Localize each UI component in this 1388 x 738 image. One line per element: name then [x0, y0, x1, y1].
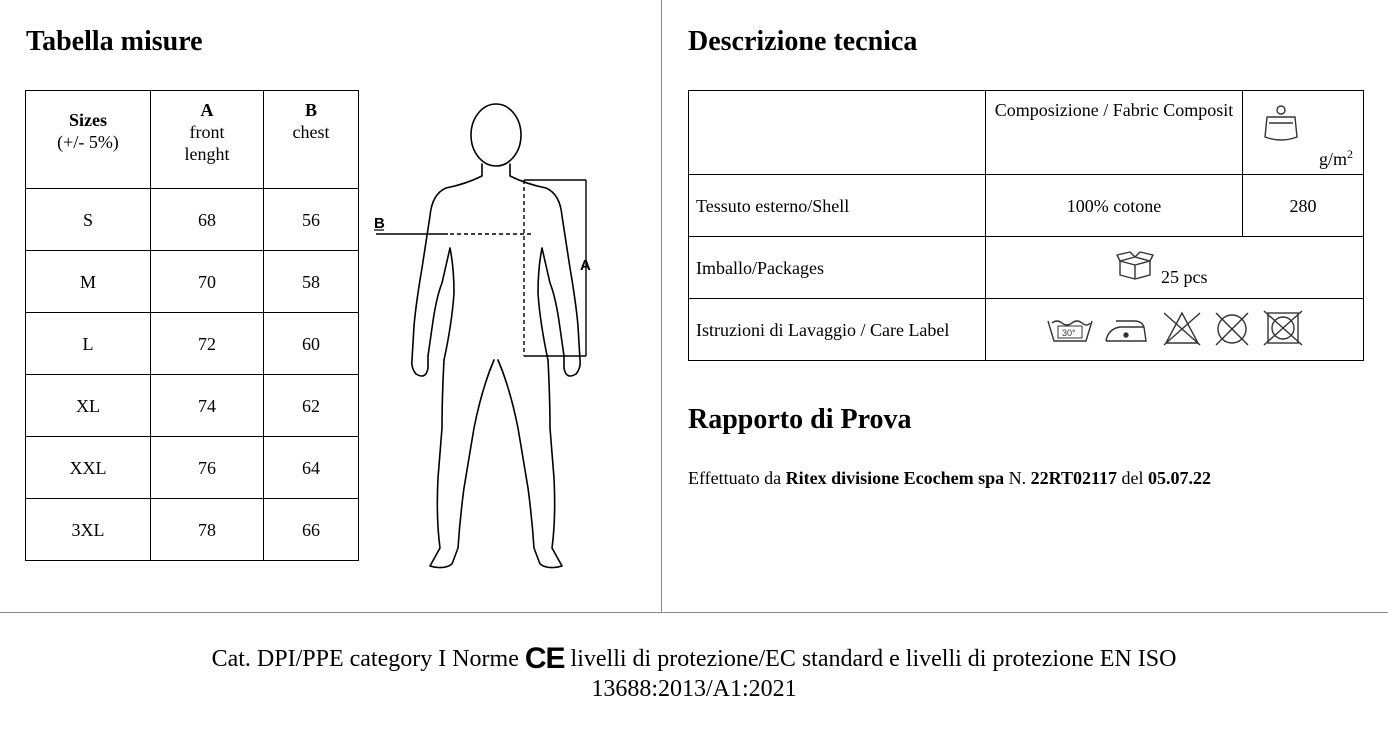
no-bleach-icon	[1164, 313, 1200, 345]
weight-unit-exponent: 2	[1347, 147, 1353, 161]
test-report-title: Rapporto di Prova	[688, 404, 912, 435]
footer-certification	[0, 644, 1388, 704]
table-row	[26, 375, 359, 437]
size-cell: XXL	[26, 437, 151, 499]
tech-header-row	[689, 91, 1364, 175]
weight-unit	[1319, 143, 1353, 170]
size-table-header	[26, 91, 359, 189]
size-cell: XL	[26, 375, 151, 437]
weight-header	[1243, 91, 1364, 175]
table-row	[26, 499, 359, 561]
shell-composition: 100% cotone	[986, 175, 1243, 237]
chest-line1: chest	[292, 122, 330, 142]
size-cell: M	[26, 251, 151, 313]
packages-cell	[986, 237, 1364, 299]
chest-cell: 66	[264, 499, 359, 561]
front-length-cell: 74	[151, 375, 264, 437]
footer-text-after: livelli di protezione/EC standard e livelli di protezione EN ISO	[570, 646, 1177, 672]
chest-header-cell	[264, 91, 359, 189]
front-length-header-cell	[151, 91, 264, 189]
size-cell: 3XL	[26, 499, 151, 561]
chest-cell: 56	[264, 189, 359, 251]
table-row	[26, 437, 359, 499]
front-length-line2: lenght	[184, 144, 230, 164]
report-prefix: Effettuato da	[688, 468, 782, 488]
tech-table	[688, 90, 1364, 361]
chest-cell: 64	[264, 437, 359, 499]
iron-low-icon	[1106, 321, 1146, 341]
report-number: 22RT02117	[1030, 468, 1118, 488]
table-row	[26, 189, 359, 251]
front-length-cell: 78	[151, 499, 264, 561]
wash-temp-text: 30°	[1062, 328, 1076, 338]
care-symbols	[1046, 309, 1366, 349]
front-length-line1: front	[189, 122, 225, 142]
care-icons-cell	[986, 299, 1364, 361]
size-table-title: Tabella misure	[26, 26, 203, 57]
no-dry-clean-icon	[1216, 313, 1248, 345]
table-row	[689, 175, 1364, 237]
table-row	[689, 237, 1364, 299]
footer-text-before: Cat. DPI/PPE category I Norme	[211, 646, 519, 672]
table-row	[26, 251, 359, 313]
size-cell: S	[26, 189, 151, 251]
sizes-header-tolerance: (+/- 5%)	[57, 132, 119, 152]
no-tumble-dry-icon	[1264, 311, 1302, 345]
packages-label: Imballo/Packages	[689, 237, 986, 299]
report-date: 05.07.22	[1148, 468, 1212, 488]
table-row	[689, 299, 1364, 361]
sizes-header-cell	[26, 91, 151, 189]
size-table	[25, 90, 359, 561]
footer-standard: 13688:2013/A1:2021	[591, 676, 797, 702]
front-length-cell: 72	[151, 313, 264, 375]
weight-unit-base: g/m	[1318, 149, 1347, 169]
front-length-cell: 70	[151, 251, 264, 313]
chest-cell: 58	[264, 251, 359, 313]
chest-letter: B	[304, 100, 317, 120]
packages-value: 25 pcs	[1161, 267, 1208, 287]
figure-label-b: B	[374, 215, 385, 232]
shell-weight: 280	[1243, 175, 1364, 237]
front-length-letter: A	[200, 100, 214, 120]
front-length-cell: 76	[151, 437, 264, 499]
tech-header-empty	[689, 91, 986, 175]
ce-mark-icon: CE	[524, 642, 565, 675]
report-company: Ritex divisione Ecochem spa	[785, 468, 1005, 488]
composition-header: Composizione / Fabric Composit	[986, 91, 1243, 175]
body-measurement-figure	[370, 98, 620, 576]
table-row	[26, 313, 359, 375]
chest-cell: 62	[264, 375, 359, 437]
wash-30-icon	[1048, 321, 1092, 341]
sizes-header-title: Sizes	[69, 110, 107, 130]
report-number-prefix: N.	[1008, 468, 1027, 488]
front-length-cell: 68	[151, 189, 264, 251]
horizontal-divider	[0, 612, 1388, 613]
report-date-prefix: del	[1121, 468, 1144, 488]
size-cell: L	[26, 313, 151, 375]
chest-cell: 60	[264, 313, 359, 375]
vertical-divider	[661, 0, 662, 612]
weight-icon	[1261, 103, 1301, 143]
care-label: Istruzioni di Lavaggio / Care Label	[689, 299, 986, 361]
figure-label-a: A	[580, 257, 591, 274]
shell-label: Tessuto esterno/Shell	[689, 175, 986, 237]
tech-description-title: Descrizione tecnica	[688, 26, 918, 57]
test-report-line	[688, 468, 1211, 489]
box-icon	[1116, 251, 1154, 281]
